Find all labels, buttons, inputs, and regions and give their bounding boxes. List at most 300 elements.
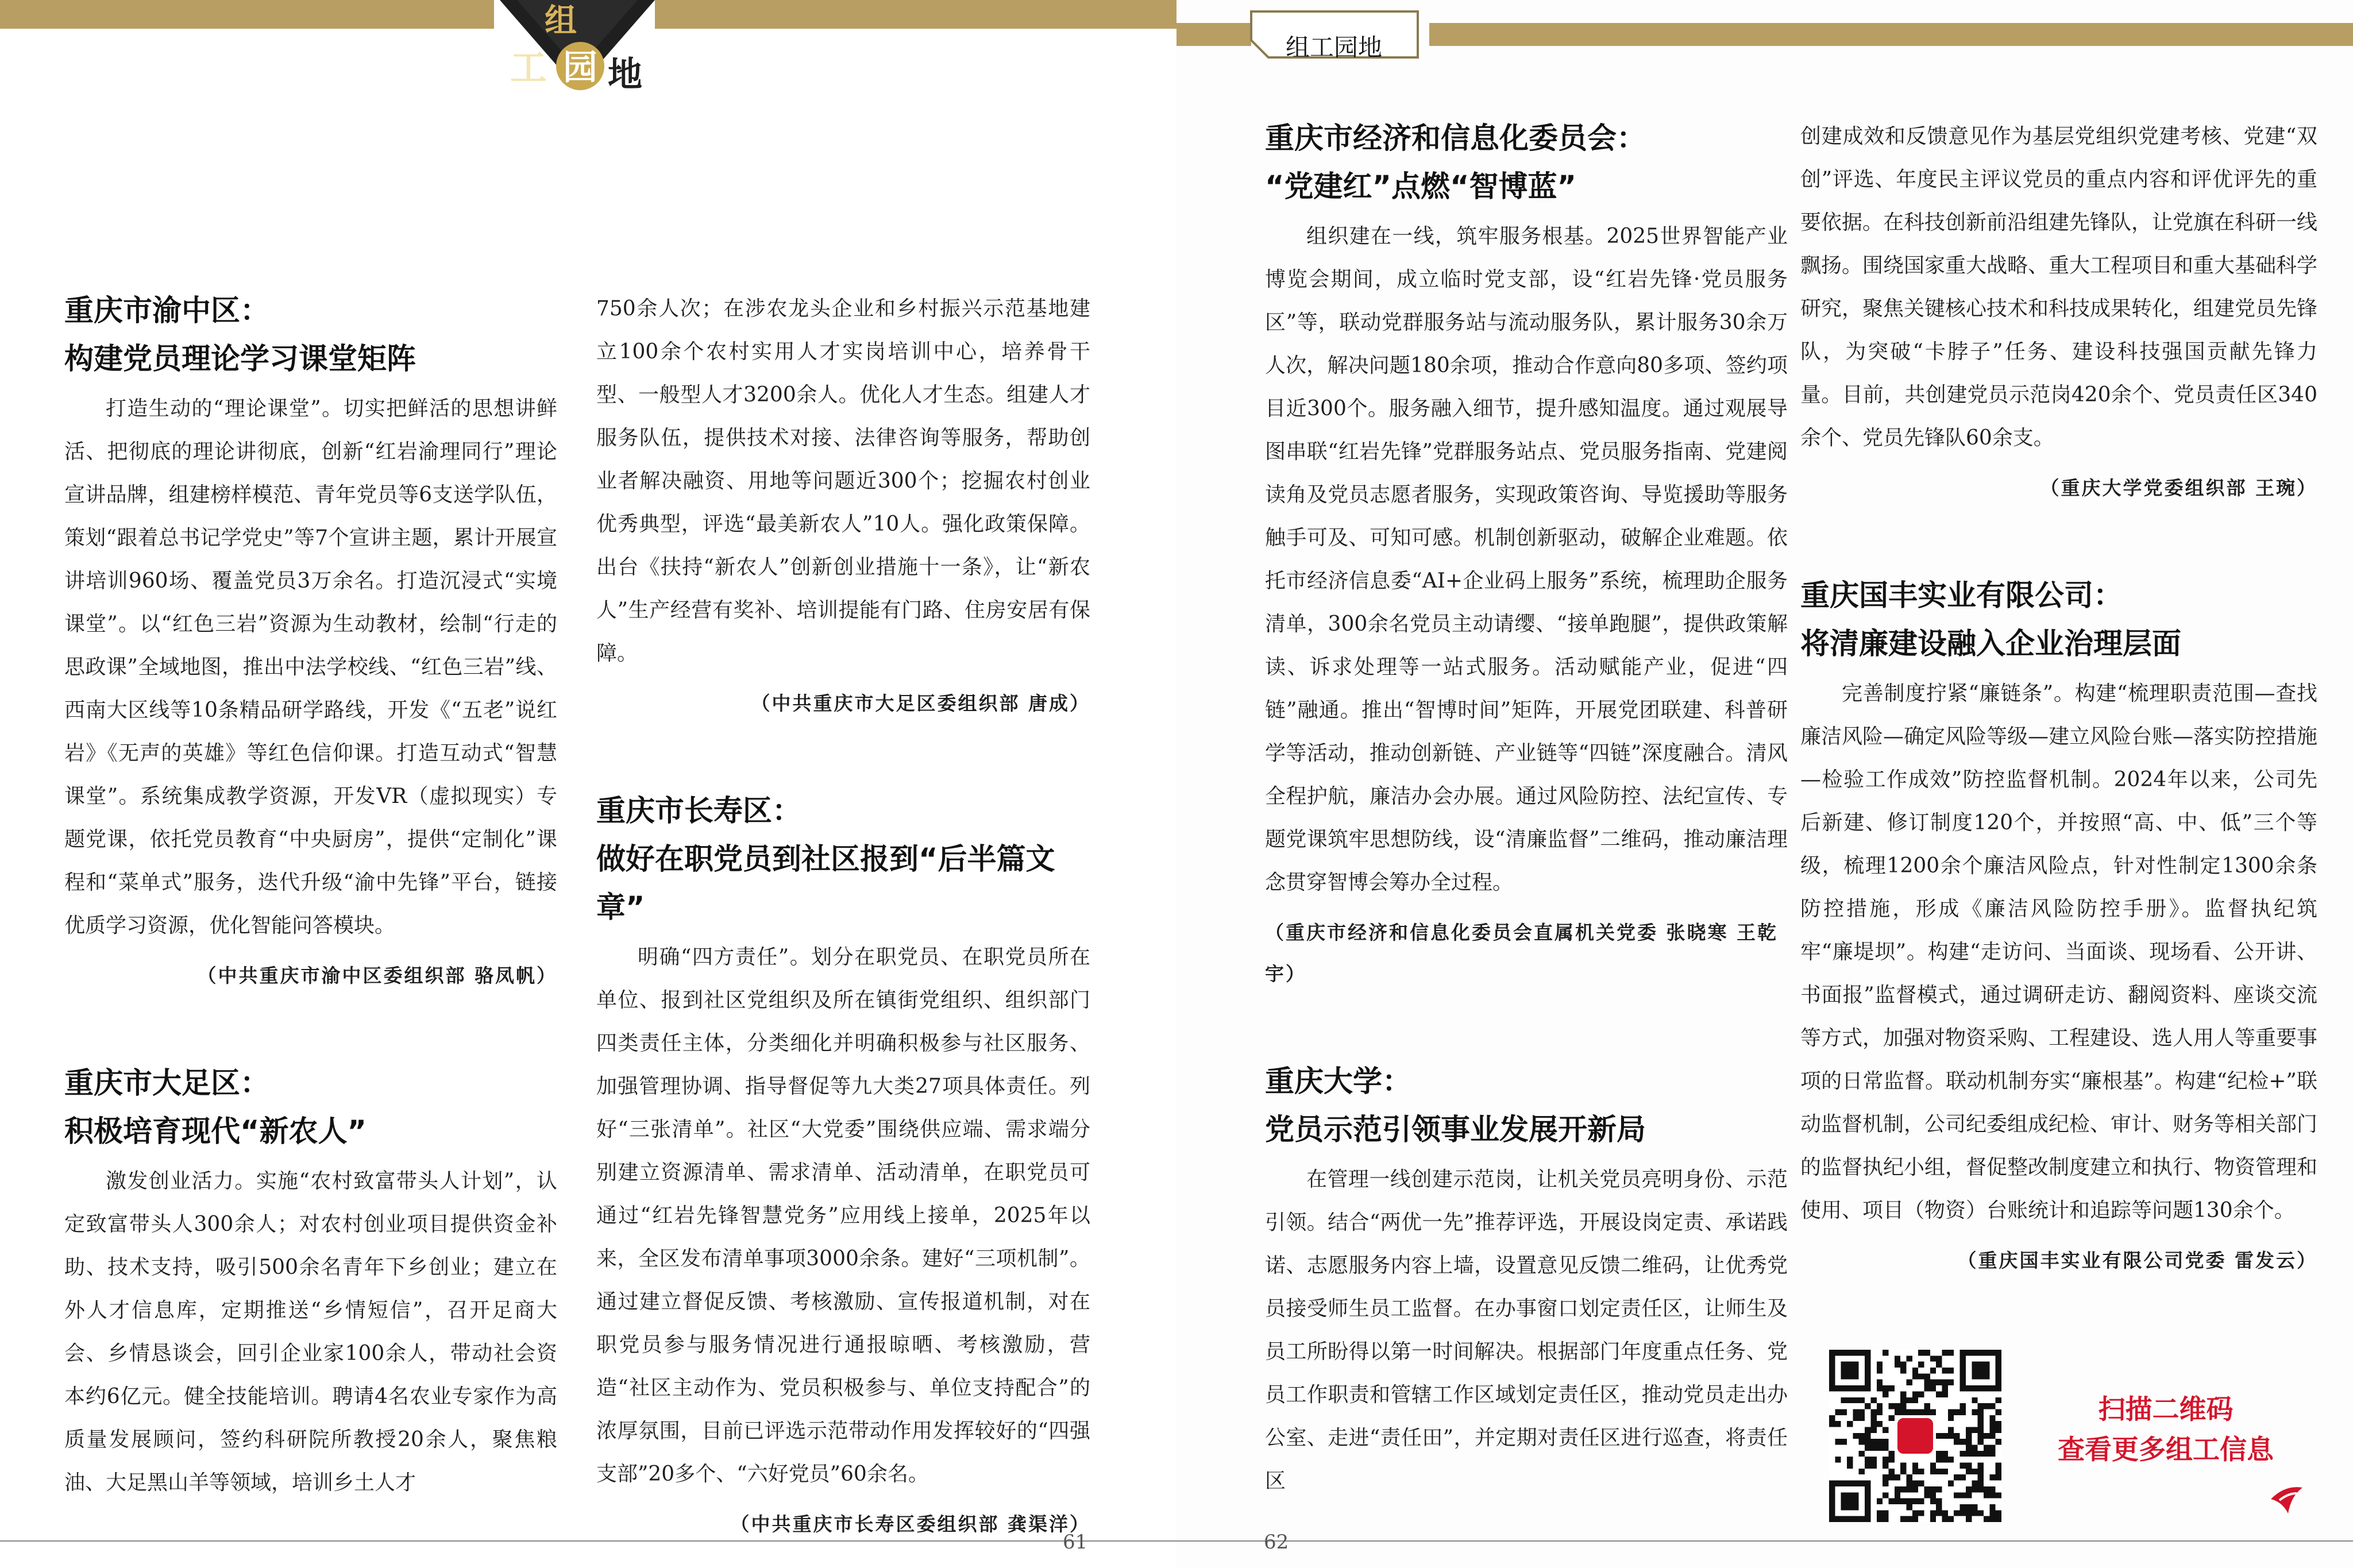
qr-module	[1966, 1469, 1972, 1474]
qr-module	[1859, 1469, 1865, 1474]
article-byline: （重庆市经济和信息化委员会直属机关党委 张晓寒 王乾宇）	[1265, 921, 1778, 985]
article-byline: （中共重庆市大足区委组织部 唐成）	[751, 692, 1090, 715]
qr-module	[1829, 1415, 1835, 1421]
qr-module	[1835, 1439, 1841, 1445]
qr-module	[1912, 1486, 1918, 1492]
qr-module	[1924, 1380, 1930, 1385]
qr-module	[1948, 1427, 1954, 1432]
article-body: 激发创业活力。实施“农村致富带头人计划”，认定致富带头人300余人；对农村创业项目提供资金补助、技术支持，吸引500余名青年下乡创业；建立在外人才信息库，定期推送“乡情短信”，召开足商大会、乡情恳谈会，回引企业家100余人，带动社会资本约6亿元。健全技能培训。聘请4名农业专家作为高质量发展顾问，签约科研院所教授20余人，聚焦粮油、大足黑山羊等领域，培训乡土人才	[64, 1169, 557, 1494]
qr-module	[1930, 1516, 1936, 1522]
qr-module	[1942, 1433, 1948, 1439]
qr-module	[1853, 1415, 1858, 1421]
qr-module	[1841, 1409, 1847, 1415]
qr-module	[1960, 1451, 1966, 1457]
logo-char-1: 组	[545, 2, 577, 40]
qr-module	[1930, 1492, 1936, 1498]
right-col-2	[1800, 115, 2317, 1345]
qr-module	[1918, 1499, 1924, 1504]
qr-module	[1930, 1510, 1936, 1516]
qr-module	[1877, 1516, 1883, 1522]
qr-module	[1989, 1403, 1995, 1409]
qr-module	[1960, 1504, 1966, 1510]
qr-module	[1888, 1451, 1894, 1457]
qr-module	[1883, 1439, 1888, 1445]
qr-module	[1936, 1362, 1942, 1368]
qr-module	[1978, 1463, 1984, 1469]
qr-module	[1989, 1474, 1995, 1480]
qr-module	[1918, 1469, 1924, 1474]
qr-module	[1841, 1439, 1847, 1445]
qr-module	[1918, 1362, 1924, 1368]
qr-module	[1972, 1445, 1977, 1451]
qr-module	[1918, 1391, 1924, 1397]
qr-module	[1930, 1409, 1936, 1415]
qr-module	[1912, 1481, 1918, 1486]
qr-module	[1989, 1504, 1995, 1510]
qr-module	[1989, 1415, 1995, 1421]
qr-module	[1906, 1504, 1912, 1510]
qr-caption-line1: 扫描二维码	[2098, 1394, 2234, 1426]
qr-module	[1912, 1499, 1918, 1504]
qr-module	[1924, 1385, 1930, 1391]
qr-module	[1883, 1463, 1888, 1469]
qr-module	[1906, 1481, 1912, 1486]
qr-module	[1942, 1510, 1948, 1516]
qr-module	[1877, 1362, 1883, 1368]
right-header-title: 组工园地	[1286, 33, 1383, 61]
header-gold-bar-right	[655, 0, 1176, 29]
qr-module	[1936, 1510, 1942, 1516]
qr-module	[1895, 1409, 1900, 1415]
qr-module	[1924, 1373, 1930, 1379]
article-cqu	[1265, 1058, 1788, 1503]
qr-module	[1996, 1469, 2001, 1474]
qr-module	[1989, 1451, 1995, 1457]
qr-module	[1989, 1433, 1995, 1439]
qr-module	[1900, 1409, 1906, 1415]
qr-module	[1888, 1499, 1894, 1504]
qr-module	[1930, 1463, 1936, 1469]
qr-module	[1870, 1463, 1876, 1469]
qr-module	[1847, 1397, 1853, 1403]
qr-module	[1835, 1457, 1841, 1462]
article-title-line1: 重庆市大足区：	[64, 1067, 270, 1100]
qr-module	[1972, 1469, 1977, 1474]
qr-module	[1829, 1421, 1835, 1427]
qr-module	[1895, 1499, 1900, 1504]
column-logo	[494, 0, 661, 92]
article-byline: （中共重庆市长寿区委组织部 龚渠洋）	[730, 1513, 1090, 1535]
qr-finder	[1841, 1362, 1859, 1380]
qr-module	[1972, 1486, 1977, 1492]
right-page	[1176, 0, 2353, 1568]
qr-module	[1960, 1409, 1966, 1415]
qr-module	[1883, 1474, 1888, 1480]
article-guofeng	[1800, 572, 2317, 1281]
qr-module	[1877, 1510, 1883, 1516]
qr-module	[1960, 1439, 1966, 1445]
qr-module	[1930, 1355, 1936, 1361]
qr-module	[1936, 1391, 1942, 1397]
qr-module	[1906, 1380, 1912, 1385]
qr-module	[1877, 1499, 1883, 1504]
qr-module	[1948, 1516, 1954, 1522]
qr-module	[1841, 1397, 1847, 1403]
qr-module	[1877, 1380, 1883, 1385]
qr-module	[1888, 1469, 1894, 1474]
logo-char-4: 地	[608, 55, 642, 92]
qr-module	[1906, 1516, 1912, 1522]
qr-module	[1948, 1380, 1954, 1385]
qr-module	[1877, 1439, 1883, 1445]
qr-module	[1984, 1492, 1989, 1498]
qr-module	[1984, 1403, 1989, 1409]
qr-finder	[1841, 1492, 1859, 1510]
qr-module	[1906, 1474, 1912, 1480]
qr-module	[1989, 1421, 1995, 1427]
article-changshou	[596, 787, 1090, 1545]
qr-module	[1966, 1433, 1972, 1439]
page-number: 61	[1063, 1531, 1088, 1554]
article-body: 明确“四方责任”。划分在职党员、在职党员所在单位、报到社区党组织及所在镇街党组织、组织部门四类责任主体，分类细化并明确积极参与社区服务、加强管理协调、指导督促等九大类27项具体责任。列好“三张清单”。社区“大党委”围绕供应端、需求端分别建立资源清单、需求清单、活动清单，在职党员可通过“红岩先锋智慧党务”应用线上接单，2025年以来，全区发布清单事项3000余条。建好“三项机制”。通过建立督促反馈、考核激励、宣传报道机制，对在职党员参与服务情况进行通报晾晒、考核激励，营造“社区主动作为、党员积极参与、单位支持配合”的浓厚氛围，目前已评选示范带动作用发挥较好的“四强支部”20多个、“六好党员”60余名。	[596, 945, 1090, 1486]
qr-module	[1906, 1355, 1912, 1361]
qr-module	[1942, 1368, 1948, 1373]
article-byline: （重庆国丰实业有限公司党委 雷发云）	[1957, 1249, 2317, 1272]
qr-caption-line2: 查看更多组工信息	[2058, 1434, 2274, 1466]
brand-mark-shape	[2271, 1487, 2302, 1513]
qr-module	[1912, 1373, 1918, 1379]
article-yuzhong	[64, 287, 557, 997]
qr-module	[1989, 1516, 1995, 1522]
qr-module	[1918, 1350, 1924, 1355]
qr-module	[1883, 1492, 1888, 1498]
qr-module	[1883, 1516, 1888, 1522]
qr-module	[1984, 1445, 1989, 1451]
qr-module	[1948, 1415, 1954, 1421]
qr-module	[1978, 1510, 1984, 1516]
qr-module	[1978, 1486, 1984, 1492]
header-gold-bar-right	[1429, 23, 2353, 46]
qr-module	[1870, 1409, 1876, 1415]
qr-module	[1989, 1427, 1995, 1432]
left-page	[0, 0, 1176, 1568]
qr-module	[1972, 1510, 1977, 1516]
qr-module	[1906, 1499, 1912, 1504]
qr-module	[1978, 1451, 1984, 1457]
qr-module	[1966, 1492, 1972, 1498]
qr-module	[1870, 1421, 1876, 1427]
qr-module	[1978, 1403, 1984, 1409]
qr-module	[1906, 1397, 1912, 1403]
qr-module	[1978, 1439, 1984, 1445]
article-title-line1: 重庆大学：	[1265, 1065, 1412, 1099]
qr-module	[1966, 1439, 1972, 1445]
qr-module	[1960, 1492, 1966, 1498]
qr-module	[1966, 1451, 1972, 1457]
qr-module	[1865, 1445, 1870, 1451]
qr-module	[1865, 1403, 1870, 1409]
qr-module	[1883, 1427, 1888, 1432]
qr-module	[1978, 1433, 1984, 1439]
qr-module	[1936, 1486, 1942, 1492]
qr-module	[1877, 1409, 1883, 1415]
qr-module	[1966, 1516, 1972, 1522]
qr-module	[1835, 1409, 1841, 1415]
qr-module	[1895, 1403, 1900, 1409]
qr-module	[1942, 1451, 1948, 1457]
qr-module	[1942, 1391, 1948, 1397]
qr-module	[1859, 1415, 1865, 1421]
qr-module	[1877, 1368, 1883, 1373]
qr-module	[1888, 1385, 1894, 1391]
article-dazu	[64, 1060, 557, 1504]
qr-module	[1900, 1403, 1906, 1409]
article-body: 在管理一线创建示范岗，让机关党员亮明身份、示范引领。结合“两优一先”推荐评选，开展设岗定责、承诺践诺、志愿服务内容上墙，设置意见反馈二维码，让优秀党员接受师生员工监督。在办事窗口划定责任区，让师生及员工所盼得以第一时间解决。根据部门年度重点任务、党员工作职责和管辖工作区域划定责任区，推动党员走出办公室、走进“责任田”，并定期对责任区进行巡查，将责任区	[1265, 1168, 1788, 1493]
article-title-line2: “党建红”点燃“智博蓝”	[1265, 170, 1577, 204]
qr-module	[1924, 1486, 1930, 1492]
qr-module	[1900, 1486, 1906, 1492]
qr-module	[1900, 1397, 1906, 1403]
qr-module	[1978, 1474, 1984, 1480]
qr-finder	[1972, 1362, 1989, 1380]
qr-module	[1954, 1510, 1959, 1516]
qr-module	[1870, 1427, 1876, 1432]
article-jingxinwei	[1265, 115, 1788, 995]
qr-module	[1936, 1457, 1942, 1462]
article-byline: （中共重庆市渝中区委组织部 骆凤帆）	[197, 964, 557, 987]
article-title-line2: 构建党员理论学习课堂矩阵	[64, 342, 416, 376]
qr-module	[1877, 1445, 1883, 1451]
qr-module	[1853, 1433, 1858, 1439]
qr-module	[1900, 1368, 1906, 1373]
qr-module	[1895, 1486, 1900, 1492]
qr-module	[1912, 1391, 1918, 1397]
qr-caption	[2028, 1390, 2304, 1470]
qr-module	[1895, 1362, 1900, 1368]
qr-module	[1883, 1391, 1888, 1397]
qr-center-logo	[1897, 1418, 1933, 1454]
qr-module	[1989, 1486, 1995, 1492]
article-body: 750余人次；在涉农龙头企业和乡村振兴示范基地建立100余个农村实用人才实岗培训中心，培养骨干型、一般型人才3200余人。优化人才生态。组建人才服务队伍，提供技术对接、法律咨询等服务，帮助创业者解决融资、用地等问题近300个；挖掘农村创业优秀典型，评选“最美新农人”10人。强化政策保障。出台《扶持“新农人”创新创业措施十一条》，让“新农人”生产经营有奖补、培训提能有门路、住房安居有保障。	[596, 297, 1090, 665]
qr-module	[1954, 1474, 1959, 1480]
qr-module	[1954, 1433, 1959, 1439]
qr-module	[1883, 1457, 1888, 1462]
qr-module	[1847, 1457, 1853, 1462]
qr-module	[1900, 1463, 1906, 1469]
qr-module	[1936, 1451, 1942, 1457]
qr-module	[1865, 1439, 1870, 1445]
qr-module	[1918, 1373, 1924, 1379]
qr-module	[1859, 1397, 1865, 1403]
qr-module	[1966, 1504, 1972, 1510]
article-title-line2: 将清廉建设融入企业治理层面	[1800, 627, 2182, 661]
qr-module	[1942, 1350, 1948, 1355]
qr-module	[1883, 1445, 1888, 1451]
qr-module	[1936, 1380, 1942, 1385]
qr-module	[1984, 1486, 1989, 1492]
qr-module	[1877, 1385, 1883, 1391]
qr-module	[1912, 1368, 1918, 1373]
qr-module	[1912, 1397, 1918, 1403]
qr-module	[1942, 1385, 1948, 1391]
page-number: 62	[1264, 1531, 1289, 1554]
qr-module	[1900, 1516, 1906, 1522]
qr-module	[1847, 1463, 1853, 1469]
qr-module	[1870, 1457, 1876, 1462]
qr-module	[1895, 1492, 1900, 1498]
qr-module	[1948, 1433, 1954, 1439]
qr-module	[1948, 1350, 1954, 1355]
qr-module	[1989, 1492, 1995, 1498]
qr-module	[1960, 1403, 1966, 1409]
qr-module	[1883, 1385, 1888, 1391]
qr-module	[1948, 1409, 1954, 1415]
bottom-rule	[1176, 1540, 2353, 1542]
qr-module	[1948, 1368, 1954, 1373]
article-title-line1: 重庆国丰实业有限公司：	[1800, 579, 2123, 613]
qr-module	[1966, 1463, 1972, 1469]
qr-module	[1906, 1486, 1912, 1492]
qr-module	[1870, 1445, 1876, 1451]
qr-module	[1900, 1469, 1906, 1474]
qr-module	[1888, 1415, 1894, 1421]
qr-module	[1984, 1433, 1989, 1439]
article-title-line1: 重庆市渝中区：	[64, 294, 270, 328]
qr-module	[1924, 1403, 1930, 1409]
qr-module	[1942, 1469, 1948, 1474]
article-title-line2: 党员示范引领事业发展开新局	[1265, 1113, 1646, 1147]
qr-module	[1883, 1481, 1888, 1486]
qr-module	[1859, 1433, 1865, 1439]
qr-module	[1954, 1439, 1959, 1445]
qr-module	[1912, 1463, 1918, 1469]
article-cqu-cont	[1800, 115, 2317, 509]
header-gold-bar-left	[1176, 23, 1251, 46]
qr-module	[1930, 1469, 1936, 1474]
qr-module	[1870, 1439, 1876, 1445]
header-gold-bar-left	[0, 0, 494, 29]
qr-module	[1895, 1474, 1900, 1480]
qr-module	[1954, 1492, 1959, 1498]
qr-module	[1996, 1397, 2001, 1403]
qr-module	[1996, 1463, 2001, 1469]
qr-module	[1978, 1481, 1984, 1486]
qr-module	[1942, 1380, 1948, 1385]
qr-module	[1847, 1421, 1853, 1427]
qr-module	[1989, 1510, 1995, 1516]
qr-module	[1960, 1474, 1966, 1480]
qr-module	[1936, 1499, 1942, 1504]
qr-module	[1888, 1403, 1894, 1409]
qr-module	[1912, 1516, 1918, 1522]
qr-module	[1936, 1355, 1942, 1361]
qr-module	[1984, 1516, 1989, 1522]
article-title-line1: 重庆市经济和信息化委员会：	[1265, 122, 1646, 156]
qr-module	[1853, 1397, 1858, 1403]
qr-module	[1930, 1499, 1936, 1504]
qr-module	[1865, 1433, 1870, 1439]
qr-module	[1859, 1409, 1865, 1415]
qr-module	[1930, 1486, 1936, 1492]
logo-char-2: 工	[510, 47, 547, 90]
qr-module	[1900, 1499, 1906, 1504]
qr-module	[1870, 1397, 1876, 1403]
qr-module	[1954, 1409, 1959, 1415]
qr-module	[1859, 1439, 1865, 1445]
article-body: 创建成效和反馈意见作为基层党组织党建考核、党建“双创”评选、年度民主评议党员的重点内容和评优评先的重要依据。在科技创新前沿组建先锋队，让党旗在科研一线飘扬。围绕国家重大战略、重大工程项目和重大基础科学研究，聚焦关键核心技术和科技成果转化，组建党员先锋队，为突破“卡脖子”任务、建设科技强国贡献先锋力量。目前，共创建党员示范岗420余个、党员责任区340余个、党员先锋队60余支。	[1800, 125, 2318, 450]
article-title-line1: 重庆市长寿区：	[596, 794, 802, 828]
left-col-2	[596, 287, 1090, 1568]
qr-module	[1966, 1486, 1972, 1492]
logo-char-3: 园	[563, 48, 597, 88]
article-body: 组织建在一线，筑牢服务根基。2025世界智能产业博览会期间，成立临时党支部，设“红岩先锋·党员服务区”等，联动党群服务站与流动服务队，累计服务30余万人次，解决问题180余项，推动合作意向80多项、签约项目近300个。服务融入细节，提升感知温度。通过观展导图串联“红岩先锋”党群服务站点、党员服务指南、党建阅读角及党员志愿者服务，实现政策咨询、导览援助等服务触手可及、可知可感。机制创新驱动，破解企业难题。依托市经济信息委“AI+企业码上服务”系统，梳理助企服务清单，300余名党员主动请缨、“接单跑腿”，提供政策解读、诉求处理等一站式服务。活动赋能产业，促进“四链”融通。推出“智博时间”矩阵，开展党团联建、科普研学等活动，推动创新链、产业链等“四链”深度融合。清风全程护航，廉洁办会办展。通过风险防控、法纪宣传、专题党课筑牢思想防线，设“清廉监督”二维码，推动廉洁理念贯穿智博会筹办全过程。	[1265, 225, 1788, 894]
qr-module	[1972, 1397, 1977, 1403]
qr-module	[1853, 1409, 1858, 1415]
qr-module	[1924, 1492, 1930, 1498]
qr-module	[1900, 1362, 1906, 1368]
qr-module	[1966, 1510, 1972, 1516]
qr-module	[1972, 1504, 1977, 1510]
qr-module	[1930, 1385, 1936, 1391]
qr-module	[1960, 1510, 1966, 1516]
qr-module	[1888, 1457, 1894, 1462]
qr-module	[1996, 1421, 2001, 1427]
qr-module	[1996, 1474, 2001, 1480]
qr-module	[1912, 1409, 1918, 1415]
qr-module	[1978, 1421, 1984, 1427]
article-dazu-cont	[596, 287, 1090, 724]
qr-code[interactable]	[1829, 1350, 2001, 1522]
qr-module	[1877, 1421, 1883, 1427]
article-title-line2: 积极培育现代“新农人”	[64, 1115, 367, 1149]
qr-module	[1948, 1481, 1954, 1486]
qr-module	[1895, 1355, 1900, 1361]
qr-module	[1996, 1409, 2001, 1415]
qr-module	[1900, 1391, 1906, 1397]
qr-module	[1906, 1409, 1912, 1415]
qr-module	[1865, 1463, 1870, 1469]
article-byline: （重庆大学党委组织部 王琬）	[2040, 477, 2317, 499]
qr-module	[1978, 1409, 1984, 1415]
qr-module	[1960, 1463, 1966, 1469]
article-body: 完善制度拧紧“廉链条”。构建“梳理职责范围—查找廉洁风险—确定风险等级—建立风险台账—落实防控措施—检验工作成效”防控监督机制。2024年以来，公司先后新建、修订制度120个，并按照“高、中、低”三个等级，梳理1200余个廉洁风险点，针对性制定1300余条防控措施，形成《廉洁风险防控手册》。监督执纪筑牢“廉堤坝”。构建“走访问、当面谈、现场看、公开讲、书面报”监督模式，通过调研走访、翻阅资料、座谈交流等方式，加强对物资采购、工程建设、选人用人等重要事项的日常监督。联动机制夯实“廉根基”。构建“纪检+”联动监督机制，公司纪委组成纪检、审计、财务等相关部门的监督执纪小组，督促整改制度建立和执行、物资管理和使用、项目（物资）台账统计和追踪等问题130余个。	[1800, 682, 2318, 1222]
qr-module	[1865, 1457, 1870, 1462]
article-title-line2: 做好在职党员到社区报到“后半篇文章”	[596, 843, 1055, 925]
brand-mark-icon	[2268, 1482, 2308, 1516]
right-col-1	[1265, 115, 1788, 1566]
qr-module	[1972, 1481, 1977, 1486]
qr-module	[1996, 1516, 2001, 1522]
qr-module	[1936, 1504, 1942, 1510]
qr-module	[1978, 1427, 1984, 1432]
qr-module	[1924, 1350, 1930, 1355]
qr-module	[1984, 1451, 1989, 1457]
qr-module	[1996, 1427, 2001, 1432]
qr-module	[1996, 1492, 2001, 1498]
left-col-1	[64, 287, 557, 1567]
article-body: 打造生动的“理论课堂”。切实把鲜活的思想讲鲜活、把彻底的理论讲彻底，创新“红岩渝理同行”理论宣讲品牌，组建榜样模范、青年党员等6支送学队伍，策划“跟着总书记学党史”等7个宣讲主题，累计开展宣讲培训960场、覆盖党员3万余名。打造沉浸式“实境课堂”。以“红色三岩”资源为生动教材，绘制“行走的思政课”全域地图，推出中法学校线、“红色三岩”线、西南大区线等10条精品研学路线，开发《“五老”说红岩》《无声的英雄》等红色信仰课。打造互动式“智慧课堂”。系统集成教学资源，开发VR（虚拟现实）专题党课，依托党员教育“中央厨房”，提供“定制化”课程和“菜单式”服务，迭代升级“渝中先锋”平台，链接优质学习资源，优化智能问答模块。	[64, 397, 557, 937]
qr-module	[1972, 1409, 1977, 1415]
qr-module	[1942, 1457, 1948, 1462]
qr-module	[1870, 1415, 1876, 1421]
qr-module	[1877, 1403, 1883, 1409]
qr-module	[1924, 1409, 1930, 1415]
qr-module	[1918, 1510, 1924, 1516]
qr-module	[1930, 1368, 1936, 1373]
qr-module	[1989, 1445, 1995, 1451]
qr-module	[1966, 1445, 1972, 1451]
qr-module	[1936, 1469, 1942, 1474]
